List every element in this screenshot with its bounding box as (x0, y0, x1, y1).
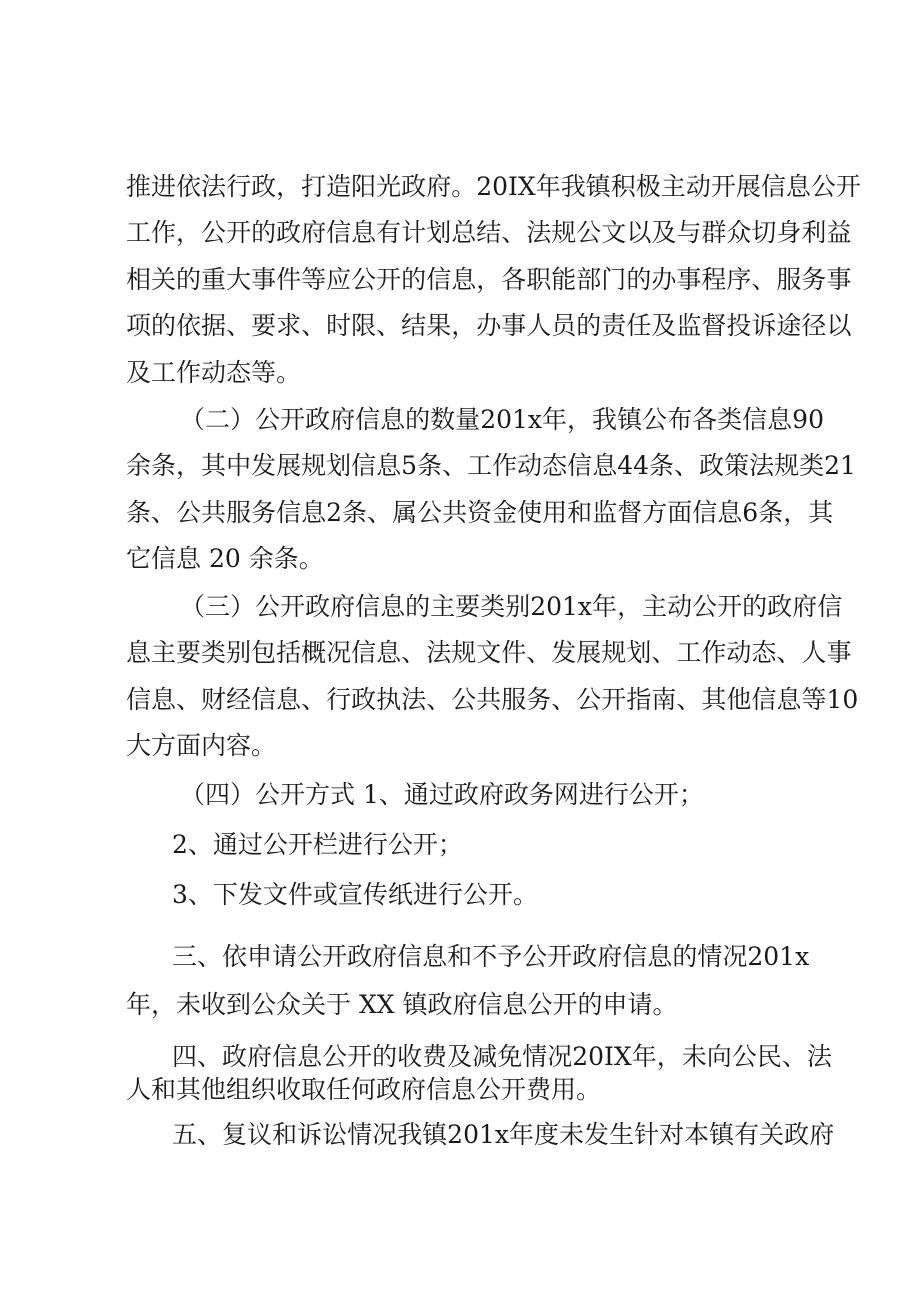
paragraph-line: 条 、 公 共 服 务 信 息 2 条 、 属 公 共 资 金 使 用 和 监 督 方 面 信 息 6 条 ， 其 (126, 498, 834, 527)
paragraph-line: 信 息 、 财 经 信 息 、 行 政 执 法 、 公 共 服 务 、 公 开 指 南 、 其 他 信 息 等 10 (126, 685, 859, 714)
paragraph-line: （四）公开方式 1、通过政府政务网进行公开； (180, 780, 704, 809)
paragraph-line: 息 主 要 类 别 包 括 概 况 信 息 、 法 规 文 件 、 发 展 规 划 、 工 作 动 态 、 人 事 (126, 638, 852, 667)
paragraph-line: （ 二 ） 公 开 政 府 信 息 的 数 量 201x 年 ， 我 镇 公 布 各 类 信 息 90 (180, 405, 824, 434)
paragraph-line: 四 、 政 府 信 息 公 开 的 收 费 及 减 免 情 况 20IX 年 ， 未 向 公 民 、 法 (172, 1042, 832, 1071)
paragraph-line: （ 三 ） 公 开 政 府 信 息 的 主 要 类 别 201x 年 ， 主 动 公 开 的 政 府 信 (180, 592, 843, 621)
paragraph-line: 相 关 的 重 大 事 件 等 应 公 开 的 信 息 ， 各 职 能 部 门 的 办 事 程 序 、 服 务 事 (126, 265, 852, 294)
paragraph-line: 年，未收到公众关于 XX 镇政府信息公开的申请。 (126, 990, 678, 1019)
paragraph-line: 五 、 复 议 和 诉 讼 情 况 我 镇 201x 年 度 未 发 生 针 对 本 镇 有 关 政 府 (172, 1120, 835, 1149)
paragraph-line: 推 进 依 法 行 政 ， 打 造 阳 光 政 府 。 20IX 年 我 镇 积 极 主 动 开 展 信 息 公 开 (126, 172, 861, 201)
paragraph-line: 余 条 ， 其 中 发 展 规 划 信 息 5 条 、 工 作 动 态 信 息 44 条 、 政 策 法 规 类 21 (126, 451, 856, 480)
paragraph-line: 及工作动态等。 (126, 358, 302, 387)
paragraph-line: 三 、 依 申 请 公 开 政 府 信 息 和 不 予 公 开 政 府 信 息 的 情 况 201x (172, 942, 810, 971)
paragraph-line: 它信息 20 余条。 (126, 544, 324, 573)
paragraph-line: 工 作 ， 公 开 的 政 府 信 息 有 计 划 总 结 、 法 规 公 文 以 及 与 群 众 切 身 利 益 (126, 218, 852, 247)
paragraph-line: 2、通过公开栏进行公开； (172, 830, 463, 859)
paragraph-line: 3、下发文件或宣传纸进行公开。 (172, 880, 538, 909)
paragraph-line: 大方面内容。 (126, 731, 277, 760)
paragraph-line: 项 的 依 据 、 要 求 、 时 限 、 结 果 ， 办 事 人 员 的 责 任 及 监 督 投 诉 途 径 以 (126, 311, 852, 340)
paragraph-line: 人和其他组织收取任何政府信息公开费用。 (126, 1075, 602, 1104)
